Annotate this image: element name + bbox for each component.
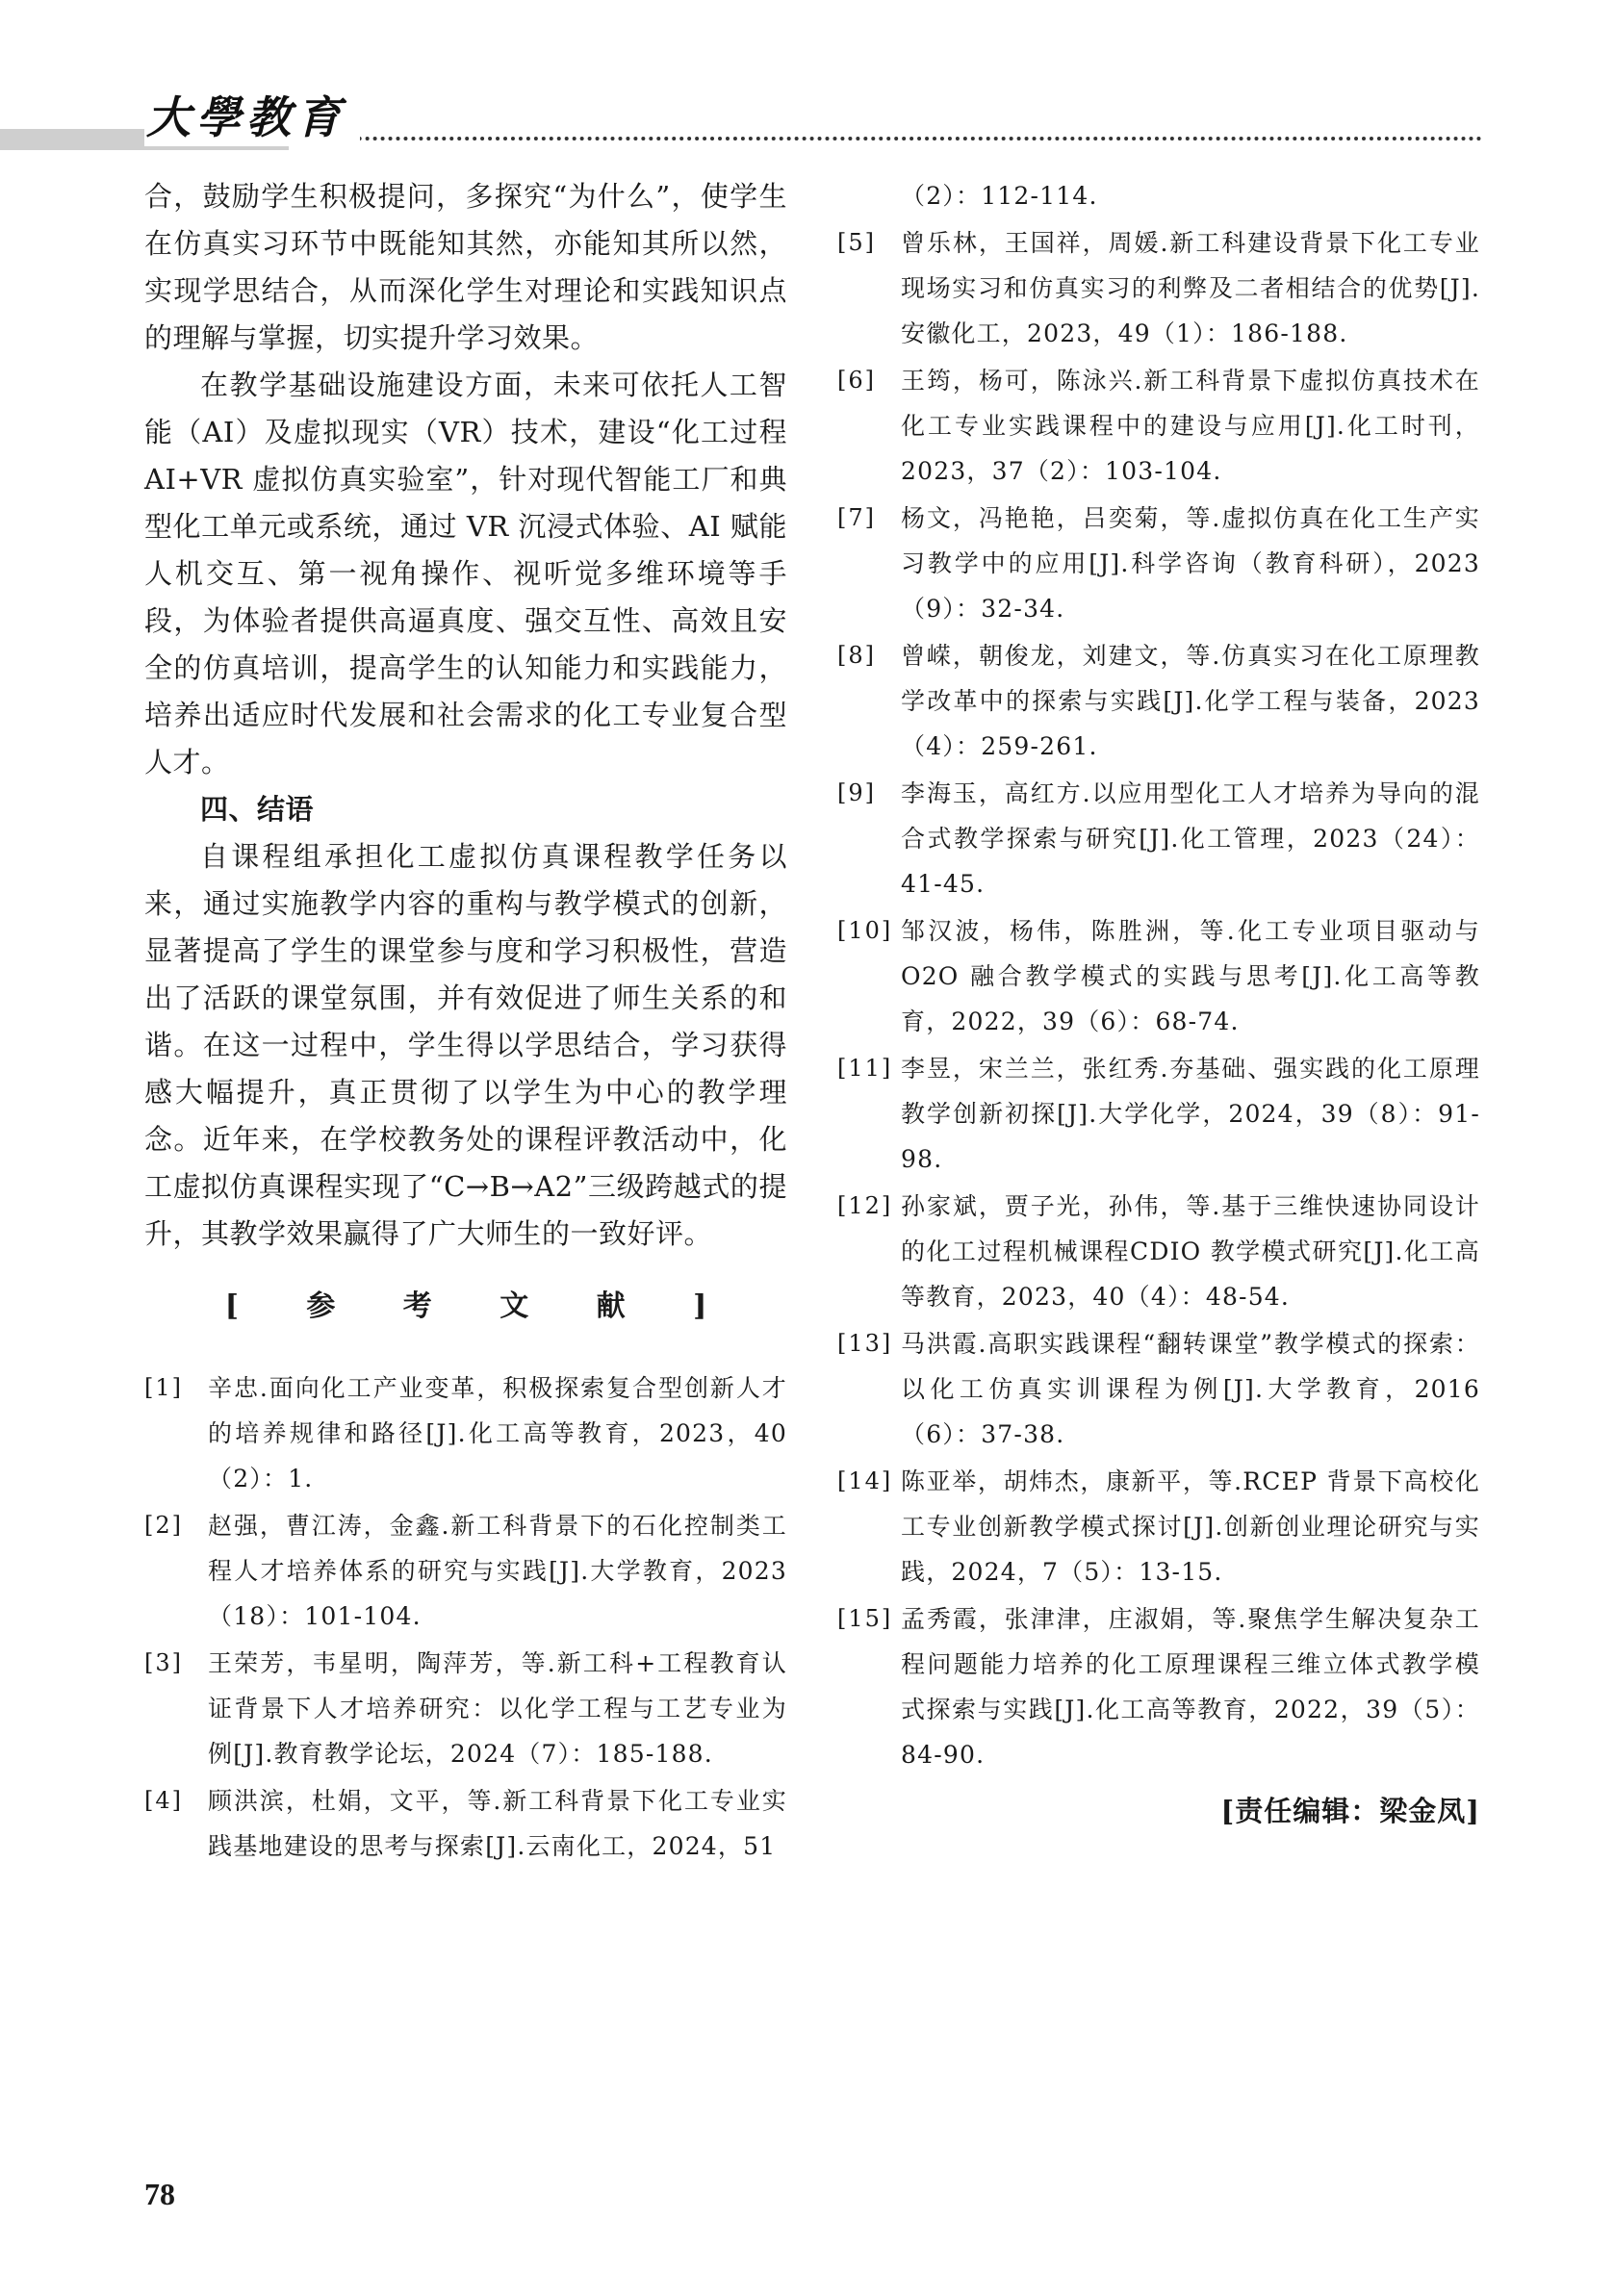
reference-item <box>144 1641 787 1776</box>
reference-continuation <box>837 173 1480 218</box>
reference-item <box>144 1503 787 1639</box>
reference-text: 孟秀霞，张津津，庄淑娟，等.聚焦学生解决复杂工程问题能力培养的化工原理课程三维立体式教学模式探索与实践[J].化工高等教育，2022，39（5）：84-90. <box>901 1605 1480 1769</box>
reference-number: [10] <box>837 917 893 944</box>
conclusion-paragraph: 自课程组承担化工虚拟仿真课程教学任务以来，通过实施教学内容的重构与教学模式的创新，显著提高了学生的课堂参与度和学习积极性，营造出了活跃的课堂氛围，并有效促进了师生关系的和谐。在这一过程中，学生得以学思结合，学习获得感大幅提升，真正贯彻了以学生为中心的教学理念。近年来，在学校教务处的课程评教活动中，化工虚拟仿真课程实现了“C→B→A2”三级跨越式的提升，其教学效果赢得了广大师生的一致好评。 <box>144 840 787 1250</box>
reference-number: [1] <box>144 1374 183 1401</box>
reference-text: 顾洪滨，杜娟，文平，等.新工科背景下化工专业实践基地建设的思考与探索[J].云南化工，2024，51 <box>208 1787 787 1860</box>
reference-text: 邹汉波，杨伟，陈胜洲，等.化工专业项目驱动与O2O 融合教学模式的实践与思考[J].化工高等教育，2022，39（6）：68-74. <box>901 917 1480 1035</box>
reference-item <box>837 771 1480 906</box>
right-column <box>837 173 1480 1835</box>
reference-text: 李昱，宋兰兰，张红秀.夯基础、强实践的化工原理教学创新初探[J].大学化学，2024，39（8）：91-98. <box>901 1055 1480 1173</box>
reference-number: [6] <box>837 367 876 394</box>
reference-item <box>837 358 1480 494</box>
reference-text: 陈亚举，胡炜杰，康新平，等.RCEP 背景下高校化工专业创新教学模式探讨[J].创新创业理论研究与实践，2024，7（5）：13-15. <box>901 1467 1480 1586</box>
body-paragraph: 在教学基础设施建设方面，未来可依托人工智能（AI）及虚拟现实（VR）技术，建设“化工过程 AI+VR 虚拟仿真实验室”，针对现代智能工厂和典型化工单元或系统，通过 VR 沉浸式体验、AI 赋能人机交互、第一视角操作、视听觉多维环境等手段，为体验者提供高逼真度、强交互性、高效且安全的仿真培训，提高学生的认知能力和实践能力，培养出适应时代发展和社会需求的化工专业复合型人才。 <box>144 369 787 778</box>
reference-number: [2] <box>144 1512 183 1539</box>
reference-text: 马洪霞.高职实践课程“翻转课堂”教学模式的探索：以化工仿真实训课程为例[J].大学教育，2016（6）：37-38. <box>901 1330 1480 1448</box>
section-heading: 四、结语 <box>200 793 315 826</box>
reference-item <box>837 1459 1480 1594</box>
reference-text: （2）：112-114. <box>901 182 1098 210</box>
reference-text: 赵强，曹江涛，金鑫.新工科背景下的石化控制类工程人才培养体系的研究与实践[J].大学教育，2023（18）：101-104. <box>208 1512 787 1630</box>
reference-text: 曾嵘，朝俊龙，刘建文，等.仿真实习在化工原理教学改革中的探索与实践[J].化学工程与装备，2023（4）：259-261. <box>901 642 1480 760</box>
reference-number: [13] <box>837 1330 893 1357</box>
reference-number: [9] <box>837 779 876 806</box>
reference-item <box>837 1596 1480 1777</box>
reference-item <box>144 1365 787 1501</box>
reference-item <box>837 496 1480 631</box>
reference-number: [4] <box>144 1787 183 1814</box>
reference-number: [12] <box>837 1192 893 1219</box>
reference-item <box>837 1184 1480 1319</box>
reference-text: 杨文，冯艳艳，吕奕菊，等.虚拟仿真在化工生产实习教学中的应用[J].科学咨询（教育科研），2023（9）：32-34. <box>901 504 1480 623</box>
reference-item <box>144 1778 787 1869</box>
page-number: 78 <box>144 2177 175 2211</box>
references-title: [ 参 考 文 献 ] <box>224 1289 736 1323</box>
reference-number: [8] <box>837 642 876 669</box>
journal-logo: 大學教育 <box>144 89 360 146</box>
page-header <box>0 0 1614 154</box>
reference-text: 李海玉，高红方.以应用型化工人才培养为导向的混合式教学探索与研究[J].化工管理，2023（24）：41-45. <box>901 779 1480 898</box>
reference-number: [15] <box>837 1605 893 1632</box>
reference-number: [14] <box>837 1467 893 1494</box>
reference-item <box>837 908 1480 1044</box>
left-column <box>144 173 787 1871</box>
reference-item <box>837 220 1480 356</box>
reference-text: 王筠，杨可，陈泳兴.新工科背景下虚拟仿真技术在化工专业实践课程中的建设与应用[J].化工时刊，2023，37（2）：103-104. <box>901 367 1480 485</box>
reference-text: 曾乐林，王国祥，周媛.新工科建设背景下化工专业现场实习和仿真实习的利弊及二者相结合的优势[J].安徽化工，2023，49（1）：186-188. <box>901 229 1480 347</box>
reference-item <box>837 633 1480 769</box>
reference-text: 辛忠.面向化工产业变革，积极探索复合型创新人才的培养规律和路径[J].化工高等教育，2023，40（2）：1. <box>208 1374 787 1492</box>
reference-text: 孙家斌，贾子光，孙伟，等.基于三维快速协同设计的化工过程机械课程CDIO 教学模式研究[J].化工高等教育，2023，40（4）：48-54. <box>901 1192 1480 1311</box>
reference-item <box>837 1046 1480 1182</box>
responsible-editor: [责任编辑：梁金凤] <box>1220 1795 1480 1827</box>
reference-number: [11] <box>837 1055 893 1082</box>
body-paragraph: 合，鼓励学生积极提问，多探究“为什么”，使学生在仿真实习环节中既能知其然，亦能知其所以然，实现学思结合，从而深化学生对理论和实践知识点的理解与掌握，切实提升学习效果。 <box>144 180 787 354</box>
header-dotted-rule <box>289 137 1482 140</box>
reference-text: 王荣芳，韦星明，陶萍芳，等.新工科+工程教育认证背景下人才培养研究：以化学工程与工艺专业为例[J].教育教学论坛，2024（7）：185-188. <box>208 1649 787 1768</box>
reference-number: [7] <box>837 504 876 531</box>
reference-item <box>837 1321 1480 1457</box>
reference-number: [3] <box>144 1649 183 1676</box>
reference-number: [5] <box>837 229 876 256</box>
